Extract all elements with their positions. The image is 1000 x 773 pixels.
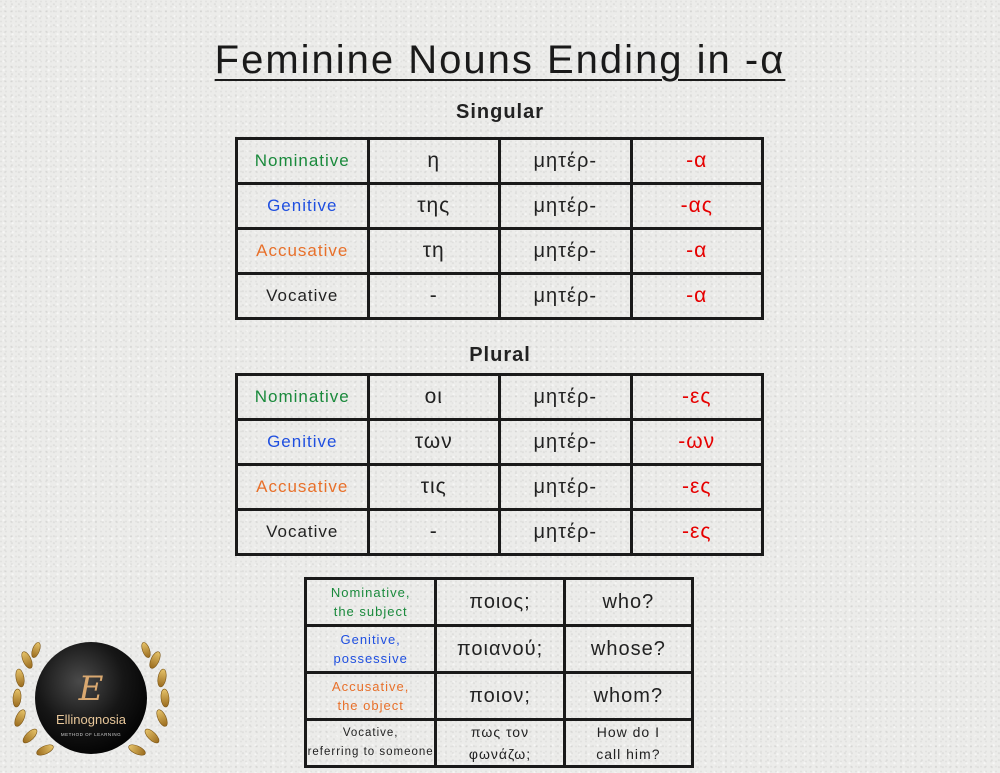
description-line: Accusative, — [331, 679, 410, 694]
ending-cell: -ες — [631, 375, 763, 420]
stem-cell: μητέρ- — [500, 375, 632, 420]
ending-cell: -ων — [631, 420, 763, 465]
table-row — [237, 420, 763, 465]
stem-cell: μητέρ- — [500, 510, 632, 555]
ellinognosia-logo — [5, 628, 177, 768]
case-label-genitive: Genitive — [237, 184, 369, 229]
table-row — [237, 375, 763, 420]
case-label-accusative: Accusative — [237, 465, 369, 510]
article-cell: η — [368, 139, 500, 184]
case-label-vocative: Vocative — [237, 274, 369, 319]
table-row — [237, 139, 763, 184]
greek-question: ποιανού; — [436, 626, 564, 673]
logo-name: Ellinognosia — [55, 712, 127, 727]
stem-cell: μητέρ- — [500, 274, 632, 319]
stem-cell: μητέρ- — [500, 184, 632, 229]
table-row — [237, 274, 763, 319]
article-cell: τη — [368, 229, 500, 274]
ending-cell: -ες — [631, 465, 763, 510]
plural-heading: Plural — [469, 344, 531, 366]
description-line: Vocative, — [342, 727, 399, 739]
logo-tagline: METHOD OF LEARNING — [60, 732, 122, 737]
description-line: the object — [337, 698, 404, 713]
english-question: who? — [564, 579, 692, 626]
article-cell: της — [368, 184, 500, 229]
article-cell: οι — [368, 375, 500, 420]
table-row — [306, 626, 693, 673]
article-cell: τις — [368, 465, 500, 510]
singular-heading: Singular — [455, 101, 544, 123]
article-cell: - — [368, 510, 500, 555]
description-line: referring to someone — [307, 746, 434, 758]
case-description-genitive — [306, 626, 436, 673]
description-line: the subject — [333, 604, 408, 619]
case-description-vocative — [306, 720, 436, 767]
logo-letter: E — [78, 669, 104, 709]
stem-cell: μητέρ- — [500, 420, 632, 465]
description-line: Nominative, — [330, 585, 411, 600]
questions-table — [304, 577, 694, 768]
case-label-nominative: Nominative — [237, 375, 369, 420]
table-row — [237, 510, 763, 555]
table-row — [237, 465, 763, 510]
english-question: whom? — [564, 673, 692, 720]
table-row — [237, 229, 763, 274]
description-line: Genitive, — [340, 632, 401, 647]
question-line: φωνάζω; — [468, 746, 532, 762]
table-row — [237, 184, 763, 229]
ending-cell: -ες — [631, 510, 763, 555]
singular-table — [235, 137, 764, 320]
page-title: Feminine Nouns Ending in -α — [214, 38, 786, 82]
greek-question: ποιος; — [436, 579, 564, 626]
case-label-accusative: Accusative — [237, 229, 369, 274]
case-description-accusative — [306, 673, 436, 720]
article-cell: - — [368, 274, 500, 319]
case-label-vocative: Vocative — [237, 510, 369, 555]
english-question: whose? — [564, 626, 692, 673]
description-line: possessive — [333, 651, 408, 666]
greek-question: ποιον; — [436, 673, 564, 720]
table-row — [306, 579, 693, 626]
article-cell: των — [368, 420, 500, 465]
table-row — [306, 673, 693, 720]
case-label-genitive: Genitive — [237, 420, 369, 465]
ending-cell: -α — [631, 274, 763, 319]
ending-cell: -α — [631, 229, 763, 274]
plural-table — [235, 373, 764, 556]
stem-cell: μητέρ- — [500, 465, 632, 510]
question-line: call him? — [596, 746, 661, 762]
table-row — [306, 720, 693, 767]
ending-cell: -α — [631, 139, 763, 184]
question-line: How do I — [596, 724, 660, 740]
greek-question — [436, 720, 564, 767]
stem-cell: μητέρ- — [500, 229, 632, 274]
english-question — [564, 720, 692, 767]
ending-cell: -ας — [631, 184, 763, 229]
stem-cell: μητέρ- — [500, 139, 632, 184]
case-label-nominative: Nominative — [237, 139, 369, 184]
case-description-nominative — [306, 579, 436, 626]
question-line: πως τον — [470, 724, 530, 740]
